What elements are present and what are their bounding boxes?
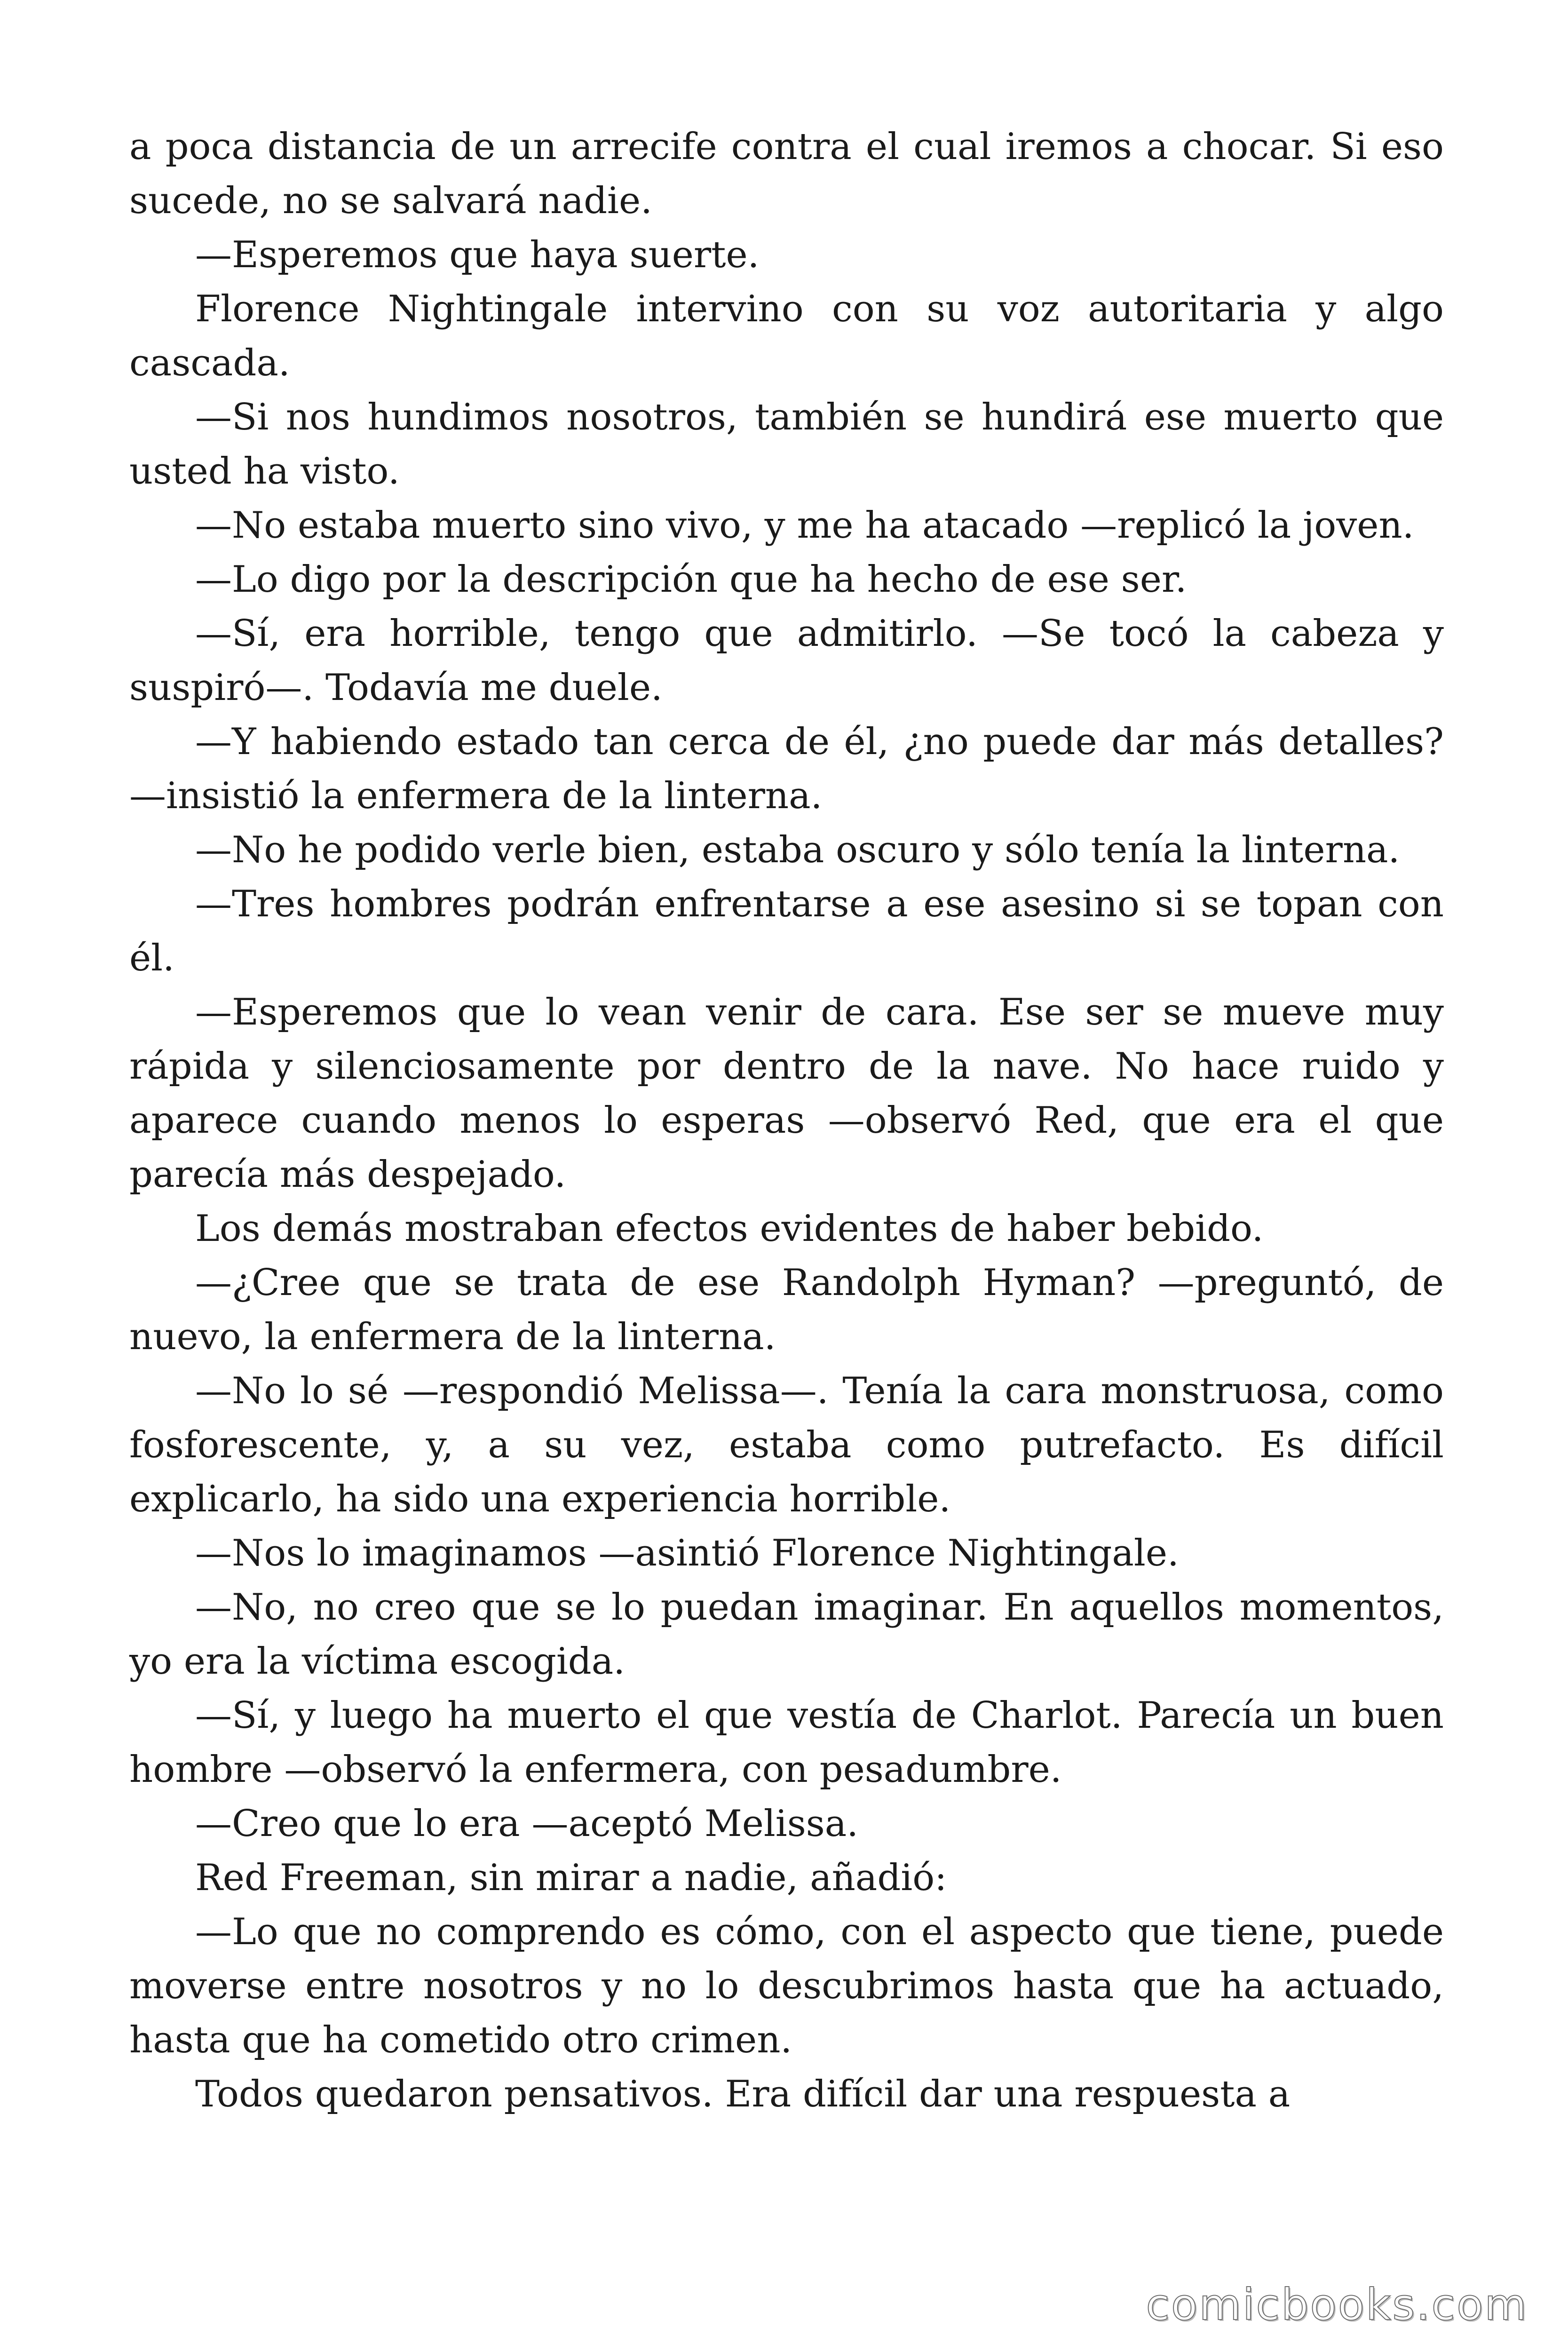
paragraph: —Si nos hundimos nosotros, también se hundirá ese muerto que usted ha visto. (129, 396, 1444, 493)
site-watermark: comicbooks.com (1146, 2280, 1528, 2330)
paragraph: —Sí, era horrible, tengo que admitirlo. —Se tocó la cabeza y suspiró—. Todavía me duele. (129, 612, 1444, 709)
paragraph: Red Freeman, sin mirar a nadie, añadió: (195, 1857, 947, 1899)
paragraph: —Esperemos que haya suerte. (195, 234, 760, 276)
paragraph: —Y habiendo estado tan cerca de él, ¿no puede dar más detalles? —insistió la enfermera de la linterna. (129, 721, 1444, 817)
paragraph: —No, no creo que se lo puedan imaginar. En aquellos momentos, yo era la víctima escogida. (129, 1586, 1444, 1683)
paragraph-continuation: a poca distancia de un arrecife contra el cual iremos a chocar. Si eso sucede, no se salvará nadie. (129, 126, 1444, 222)
paragraph: Florence Nightingale intervino con su voz autoritaria y algo cascada. (129, 288, 1444, 384)
paragraph: —Tres hombres podrán enfrentarse a ese asesino si se topan con él. (129, 883, 1444, 979)
paragraph: —Lo digo por la descripción que ha hecho de ese ser. (195, 558, 1187, 601)
page-body-text (129, 120, 1444, 2122)
paragraph: —Nos lo imaginamos —asintió Florence Nightingale. (195, 1532, 1179, 1574)
paragraph: —¿Cree que se trata de ese Randolph Hyman? —preguntó, de nuevo, la enfermera de la linterna. (129, 1262, 1444, 1358)
paragraph: —No estaba muerto sino vivo, y me ha atacado —replicó la joven. (195, 504, 1414, 547)
paragraph: Los demás mostraban efectos evidentes de haber bebido. (195, 1208, 1264, 1250)
paragraph: —Lo que no comprendo es cómo, con el aspecto que tiene, puede moverse entre nosotros y no lo descubrimos hasta que ha actuado, hasta que ha cometido otro crimen. (129, 1911, 1444, 2061)
paragraph: Todos quedaron pensativos. Era difícil dar una respuesta a (195, 2073, 1291, 2115)
paragraph: —No he podido verle bien, estaba oscuro y sólo tenía la linterna. (195, 829, 1400, 871)
paragraph: —Esperemos que lo vean venir de cara. Ese ser se mueve muy rápida y silenciosamente por dentro de la nave. No hace ruido y aparece cuando menos lo esperas —observó Red, que era el que parecía más despejado. (129, 991, 1444, 1196)
paragraph: —Creo que lo era —aceptó Melissa. (195, 1803, 859, 1845)
paragraph: —Sí, y luego ha muerto el que vestía de Charlot. Parecía un buen hombre —observó la enfermera, con pesadumbre. (129, 1694, 1444, 1791)
paragraph: —No lo sé —respondió Melissa—. Tenía la cara monstruosa, como fosforescente, y, a su vez, estaba como putrefacto. Es difícil explicarlo, ha sido una experiencia horrible. (129, 1370, 1444, 1520)
